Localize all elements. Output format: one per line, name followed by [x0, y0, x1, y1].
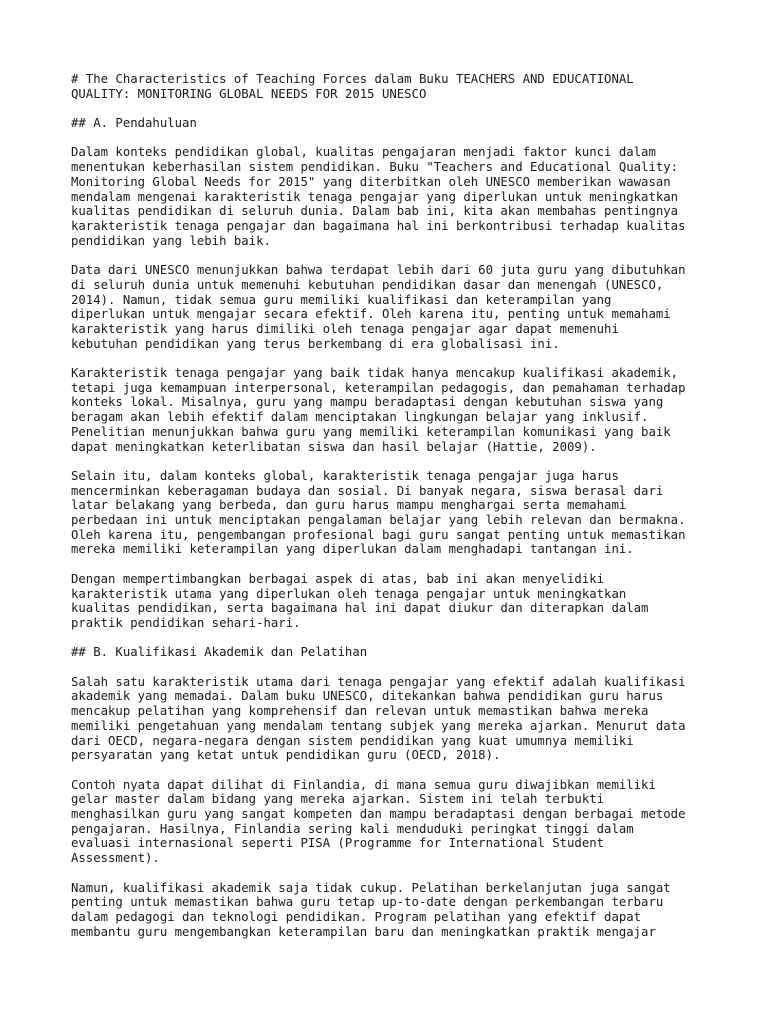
- paragraph: Data dari UNESCO menunjukkan bahwa terdapat lebih dari 60 juta guru yang dibutuhkan di seluruh dunia untuk memenuhi kebutuhan pendidikan dasar dan menengah (UNESCO, 2014). Namun, tidak semua guru memiliki kualifikasi dan keterampilan yang diperlukan untuk mengajar secara efektif. Oleh karena itu, penting untuk memahami karakteristik yang harus dimiliki oleh tenaga pengajar agar dapat memenuhi kebutuhan pendidikan yang terus berkembang di era globalisasi ini.: [71, 263, 686, 351]
- paragraph: Dalam konteks pendidikan global, kualitas pengajaran menjadi faktor kunci dalam menentukan keberhasilan sistem pendidikan. Buku "Teachers and Educational Quality: Monitoring Global Needs for 2015" yang diterbitkan oleh UNESCO memberikan wawasan mendalam mengenai karakteristik tenaga pengajar yang diperlukan untuk meningkatkan kualitas pendidikan di seluruh dunia. Dalam bab ini, kita akan membahas pentingnya karakteristik tenaga pengajar dan bagaimana hal ini berkontribusi terhadap kualitas pendidikan yang lebih baik.: [71, 145, 686, 248]
- paragraph: Karakteristik tenaga pengajar yang baik tidak hanya mencakup kualifikasi akademik, tetapi juga kemampuan interpersonal, keterampilan pedagogis, dan pemahaman terhadap konteks lokal. Misalnya, guru yang mampu beradaptasi dengan kebutuhan siswa yang beragam akan lebih efektif dalam menciptakan lingkungan belajar yang inklusif. Penelitian menunjukkan bahwa guru yang memiliki keterampilan komunikasi yang baik dapat meningkatkan keterlibatan siswa dan hasil belajar (Hattie, 2009).: [71, 366, 686, 454]
- paragraph: Namun, kualifikasi akademik saja tidak cukup. Pelatihan berkelanjutan juga sangat penting untuk memastikan bahwa guru tetap up-to-date dengan perkembangan terbaru dalam pedagogi dan teknologi pendidikan. Program pelatihan yang efektif dapat membantu guru mengembangkan keterampilan baru dan meningkatkan praktik mengajar: [71, 880, 671, 939]
- section-b-heading: ## B. Kualifikasi Akademik dan Pelatihan: [71, 645, 368, 660]
- paragraph: Dengan mempertimbangkan berbagai aspek di atas, bab ini akan menyelidiki karakteristik utama yang diperlukan oleh tenaga pengajar untuk meningkatkan kualitas pendidikan, serta bagaimana hal ini dapat diukur dan diterapkan dalam praktik pendidikan sehari-hari.: [71, 571, 649, 630]
- paragraph: Contoh nyata dapat dilihat di Finlandia, di mana semua guru diwajibkan memiliki gelar master dalam bidang yang mereka ajarkan. Sistem ini telah terbukti menghasilkan guru yang sangat kompeten dan mampu beradaptasi dengan berbagai metode pengajaran. Hasilnya, Finlandia sering kali menduduki peringkat tinggi dalam evaluasi internasional seperti PISA (Programme for International Student Assessment).: [71, 777, 686, 866]
- document-title: # The Characteristics of Teaching Forces dalam Buku TEACHERS AND EDUCATIONAL QUALITY: MONITORING GLOBAL NEEDS FOR 2015 UNESCO: [71, 72, 634, 101]
- paragraph: Selain itu, dalam konteks global, karakteristik tenaga pengajar juga harus mencerminkan keberagaman budaya dan sosial. Di banyak negara, siswa berasal dari latar belakang yang berbeda, dan guru harus mampu menghargai serta memahami perbedaan ini untuk menciptakan pengalaman belajar yang lebih relevan dan bermakna. Oleh karena itu, pengembangan profesional bagi guru sangat penting untuk memastikan mereka memiliki keterampilan yang diperlukan dalam menghadapi tantangan ini.: [71, 468, 686, 557]
- section-a-heading: ## A. Pendahuluan: [71, 116, 197, 131]
- document-page: [71, 72, 711, 939]
- paragraph: Salah satu karakteristik utama dari tenaga pengajar yang efektif adalah kualifikasi akademik yang memadai. Dalam buku UNESCO, ditekankan bahwa pendidikan guru harus mencakup pelatihan yang komprehensif dan relevan untuk memastikan bahwa mereka memiliki pengetahuan yang mendalam tentang subjek yang mereka ajarkan. Menurut data dari OECD, negara-negara dengan sistem pendidikan yang kuat umumnya memiliki persyaratan yang ketat untuk pendidikan guru (OECD, 2018).: [71, 674, 686, 763]
